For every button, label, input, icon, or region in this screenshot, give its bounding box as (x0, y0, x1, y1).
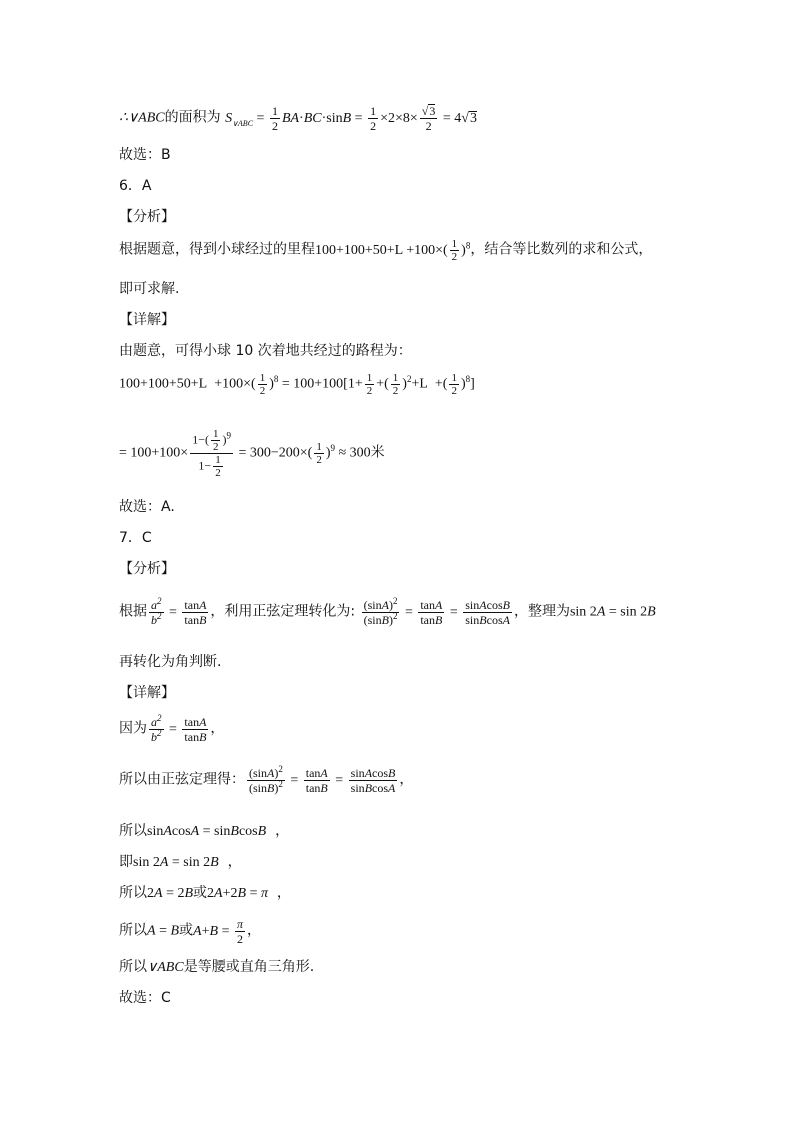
step-angles: 所以2A = 2B或2A+2B = π ， (119, 885, 291, 901)
area-prefix: ∴∨ABC (119, 110, 165, 126)
analysis-text-6: 根据题意，得到小球经过的里程100+100+50+L +100×( $\frac{1}{2}$ )$^8$，结合等比数列的求和公式， (119, 238, 653, 263)
series-expansion: 100+100+50+L +100×( $\frac{1}{2}$ )$^8$ = 100+100[1+ $\frac{1}{2}$ +( $\frac{1}{2}$ )$^2$+L +( $\frac{1}{2}$ )$^8$] (119, 372, 475, 397)
detail-heading-7: 【详解】 (119, 685, 175, 701)
detail-text-6: 由题意，可得小球 10 次着地共经过的路程为： (119, 343, 412, 359)
step-sin2: 即sin 2A = sin 2B ， (119, 854, 242, 870)
answer-b: 故选：B (119, 147, 171, 163)
sine-law-step: 所以由正弦定理得： $\frac{(\sin A)^2}{(\sin B)^2}$ = $\frac{\tan A}{\tan B}$ = $\frac{\text{sinAcosB}}{\text{sinBcosA}}$ ， (119, 764, 414, 795)
analysis-text-7: 根据 $\frac{a^2}{b^2}$ = $\frac{\tan A}{\tan B}$ ，利用正弦定理转化为: $\frac{(\sin A)^2}{(\sin B)^2}$ = $\frac{\tan A}{\tan B}$ = $\frac{\text{sinAcosB}}{\text{sinBcosA}}$ ，整理为sin 2A = sin 2B (119, 596, 656, 627)
area-formula-line: ∴∨ABC的面积为 $S_{\vee ABC}$ = $\frac{1}{2}$ BA·BC·sinB = $\frac{1}{2}$ ×2×8× $\frac{√3}{2}$ = 4√3 (119, 104, 477, 133)
distance-expression: 100+100+50+L +100×( $\frac{1}{2}$ )$^8$ (315, 238, 471, 263)
analysis-heading-6: 【分析】 (119, 209, 175, 225)
detail-heading-6: 【详解】 (119, 312, 175, 328)
question-7-heading: 7．C (119, 530, 152, 546)
series-sum: = 100+100× 1−( $\frac{1}{2}$ )$^9$ 1− $\frac{1}{2}$ = 300−200×( $\frac{1}{2}$ )$^9$ ≈ 300米 (119, 428, 385, 479)
given-ratio: 因为 $\frac{a^2}{b^2}$ = $\frac{\tan A}{\tan B}$ ， (119, 713, 225, 744)
conclusion: 所以∨ABC是等腰或直角三角形. (119, 959, 315, 975)
answer-a: 故选：A. (119, 499, 175, 515)
analysis-text-6-cont: 即可求解. (119, 281, 180, 297)
analysis-heading-7: 【分析】 (119, 561, 175, 577)
step-sincos: 所以sinAcosA = sinBcosB ， (119, 823, 290, 839)
analysis-text-7-cont: 再转化为角判断. (119, 654, 222, 670)
area-expression: $S_{\vee ABC}$ = $\frac{1}{2}$ BA·BC·sinB = $\frac{1}{2}$ ×2×8× $\frac{√3}{2}$ = 4√3 (225, 104, 477, 133)
question-6-heading: 6．A (119, 178, 152, 194)
step-result: 所以A = B或A+B = $\frac{\pi}{2}$ ， (119, 917, 261, 946)
answer-c: 故选：C (119, 990, 171, 1006)
